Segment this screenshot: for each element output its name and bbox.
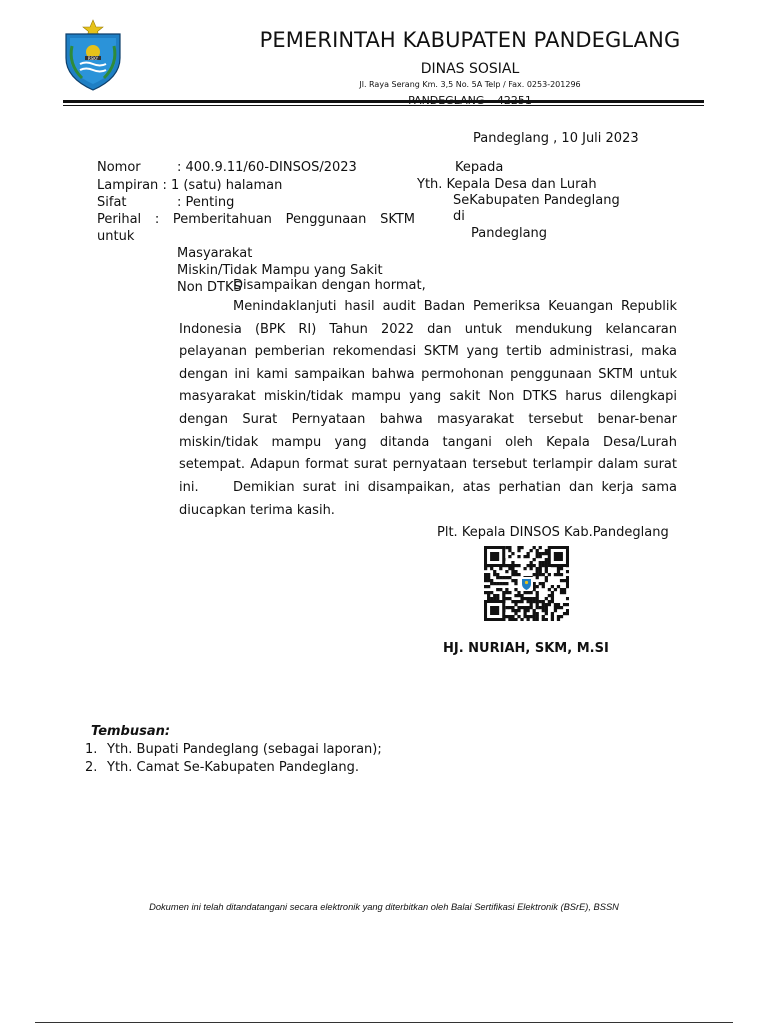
perihal-line-3: Miskin/Tidak Mampu yang Sakit bbox=[177, 263, 383, 278]
sifat-label: Sifat bbox=[97, 195, 127, 210]
letterhead-divider-thick bbox=[63, 100, 704, 103]
e-signature-notice: Dokumen ini telah ditandatangani secara elektronik yang diterbitkan oleh Balai Sertifikasi Elektronik (BSrE), BSSN bbox=[149, 902, 619, 912]
signer-name: HJ. NURIAH, SKM, M.SI bbox=[443, 641, 609, 656]
recipient-kepada: Kepada bbox=[455, 160, 504, 175]
pandeglang-regency-emblem-icon bbox=[58, 18, 128, 92]
greeting: Disampaikan dengan hormat, bbox=[233, 278, 426, 293]
recipient-place: Pandeglang bbox=[471, 226, 548, 241]
list-text: Yth. Camat Se-Kabupaten Pandeglang. bbox=[107, 760, 359, 775]
page-bottom-divider bbox=[35, 1022, 733, 1023]
lampiran-label: Lampiran bbox=[97, 178, 159, 193]
svg-text:RSKY: RSKY bbox=[87, 56, 99, 61]
list-item bbox=[85, 759, 382, 777]
body-paragraph-2: Demikian surat ini disampaikan, atas perhatian dan kerja sama diucapkan terima kasih. bbox=[179, 480, 677, 518]
lampiran-row bbox=[97, 177, 282, 194]
nomor-value: : 400.9.11/60-DINSOS/2023 bbox=[177, 160, 357, 175]
recipient-yth: Yth. Kepala Desa dan Lurah bbox=[417, 177, 597, 192]
agency-title: PEMERINTAH KABUPATEN PANDEGLANG bbox=[259, 28, 681, 52]
nomor-label: Nomor bbox=[97, 160, 141, 175]
list-number: 2. bbox=[85, 760, 98, 775]
qr-code-signature-icon bbox=[484, 546, 569, 621]
list-number: 1. bbox=[85, 742, 98, 757]
perihal-first-line: Perihal : Pemberitahuan Penggunaan SKTM untuk bbox=[97, 212, 415, 244]
sifat-row bbox=[97, 194, 234, 211]
list-text: Yth. Bupati Pandeglang (sebagai laporan); bbox=[107, 742, 382, 757]
list-item bbox=[85, 741, 382, 759]
nomor-row bbox=[97, 159, 357, 176]
lampiran-value: : 1 (satu) halaman bbox=[162, 178, 283, 193]
perihal-line-2: Masyarakat bbox=[177, 246, 253, 261]
tembusan-list bbox=[85, 741, 382, 777]
perihal-line-4: Non DTKS bbox=[177, 280, 242, 295]
letter-date: Pandeglang , 10 Juli 2023 bbox=[473, 131, 639, 146]
signer-position: Plt. Kepala DINSOS Kab.Pandeglang bbox=[437, 525, 669, 540]
recipient-kabupaten: SeKabupaten Pandeglang bbox=[453, 193, 620, 208]
tembusan-heading: Tembusan: bbox=[91, 724, 171, 739]
body-paragraph-1: Menindaklanjuti hasil audit Badan Pemeriksa Keuangan Republik Indonesia (BPK RI) Tahun 2022 dan untuk mendukung kelancaran pelayanan pemberian rekomendasi SKTM yang tertib administrasi, maka dengan ini kami sampaikan bahwa permohonan penggunaan SKTM untuk masyarakat miskin/tidak mampu yang sakit Non DTKS harus dilengkapi dengan Surat Pernyataan bahwa masyarakat tersebut benar-benar miskin/tidak mampu yang ditanda tangani oleh Kepala Desa/Lurah setempat. Adapun format surat pernyataan tersebut terlampir dalam surat ini. bbox=[179, 299, 677, 495]
department-name: DINAS SOSIAL bbox=[420, 61, 520, 77]
agency-address: Jl. Raya Serang Km. 3,5 No. 5A Telp / Fax. 0253-201296 bbox=[359, 80, 581, 89]
sifat-value: : Penting bbox=[177, 195, 235, 210]
letterhead-divider-thin bbox=[63, 105, 704, 106]
recipient-di: di bbox=[453, 209, 465, 224]
